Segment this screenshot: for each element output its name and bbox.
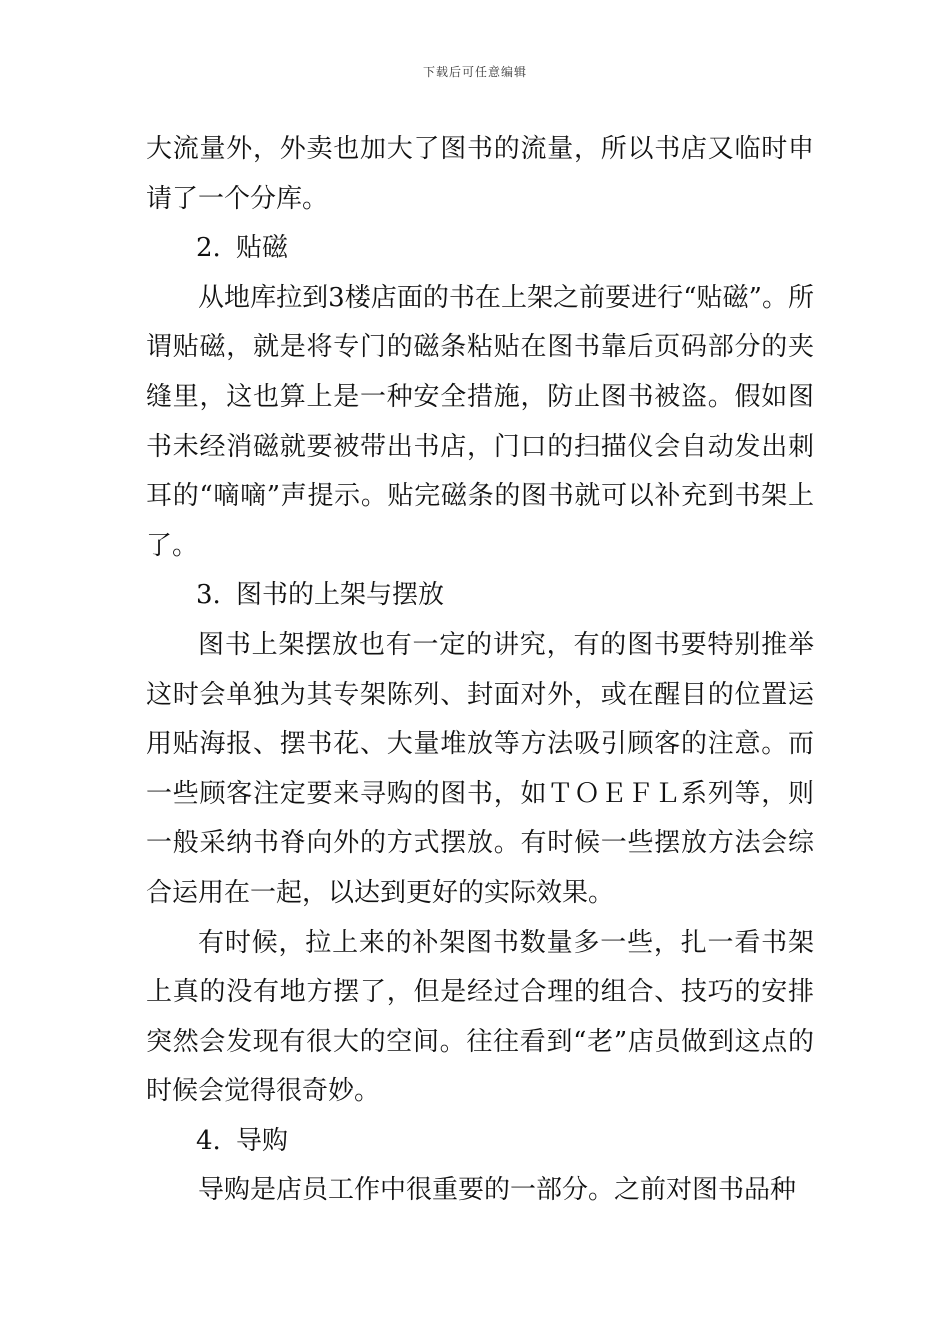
section-heading-3 [146, 571, 814, 621]
paragraph-continued: 大流量外，外卖也加大了图书的流量，所以书店又临时申请了一个分库。 [146, 134, 814, 214]
section-title: 贴磁 [236, 233, 289, 264]
paragraph-magnetic-strip: 从地库拉到3楼店面的书在上架之前要进行“贴磁”。所谓贴磁，就是将专门的磁条粘贴在图书靠后页码部分的夹缝里，这也算上是一种安全措施，防止图书被盗。假如图书未经消磁就要被带出书店，门口的扫描仪会自动发出刺耳的“嘀嘀”声提示。贴完磁条的图书就可以补充到书架上了。 [146, 282, 814, 561]
paragraph-guided-sales: 导购是店员工作中很重要的一部分。之前对图书品种 [198, 1175, 797, 1206]
section-heading-2 [146, 224, 814, 274]
section-heading-4 [146, 1117, 814, 1167]
section-title: 图书的上架与摆放 [236, 580, 445, 611]
section-number: 2. [196, 233, 221, 264]
section-title: 导购 [236, 1125, 289, 1156]
section-number: 4. [196, 1125, 221, 1156]
section-number: 3. [196, 580, 221, 611]
header-note: 下载后可任意编辑 [422, 65, 527, 79]
paragraph-shelf-space: 有时候，拉上来的补架图书数量多一些，扎一看书架上真的没有地方摆了，但是经过合理的组合、技巧的安排突然会发现有很大的空间。往往看到“老”店员做到这点的时候会觉得很奇妙。 [146, 927, 814, 1107]
paragraph-shelving: 图书上架摆放也有一定的讲究，有的图书要特别推举这时会单独为其专架陈列、封面对外，或在醒目的位置运用贴海报、摆书花、大量堆放等方法吸引顾客的注意。而一些顾客注定要来寻购的图书，如ＴＯＥＦＬ系列等，则一般采纳书脊向外的方式摆放。有时候一些摆放方法会综合运用在一起，以达到更好的实际效果。 [146, 629, 814, 908]
document-body [146, 125, 814, 1216]
